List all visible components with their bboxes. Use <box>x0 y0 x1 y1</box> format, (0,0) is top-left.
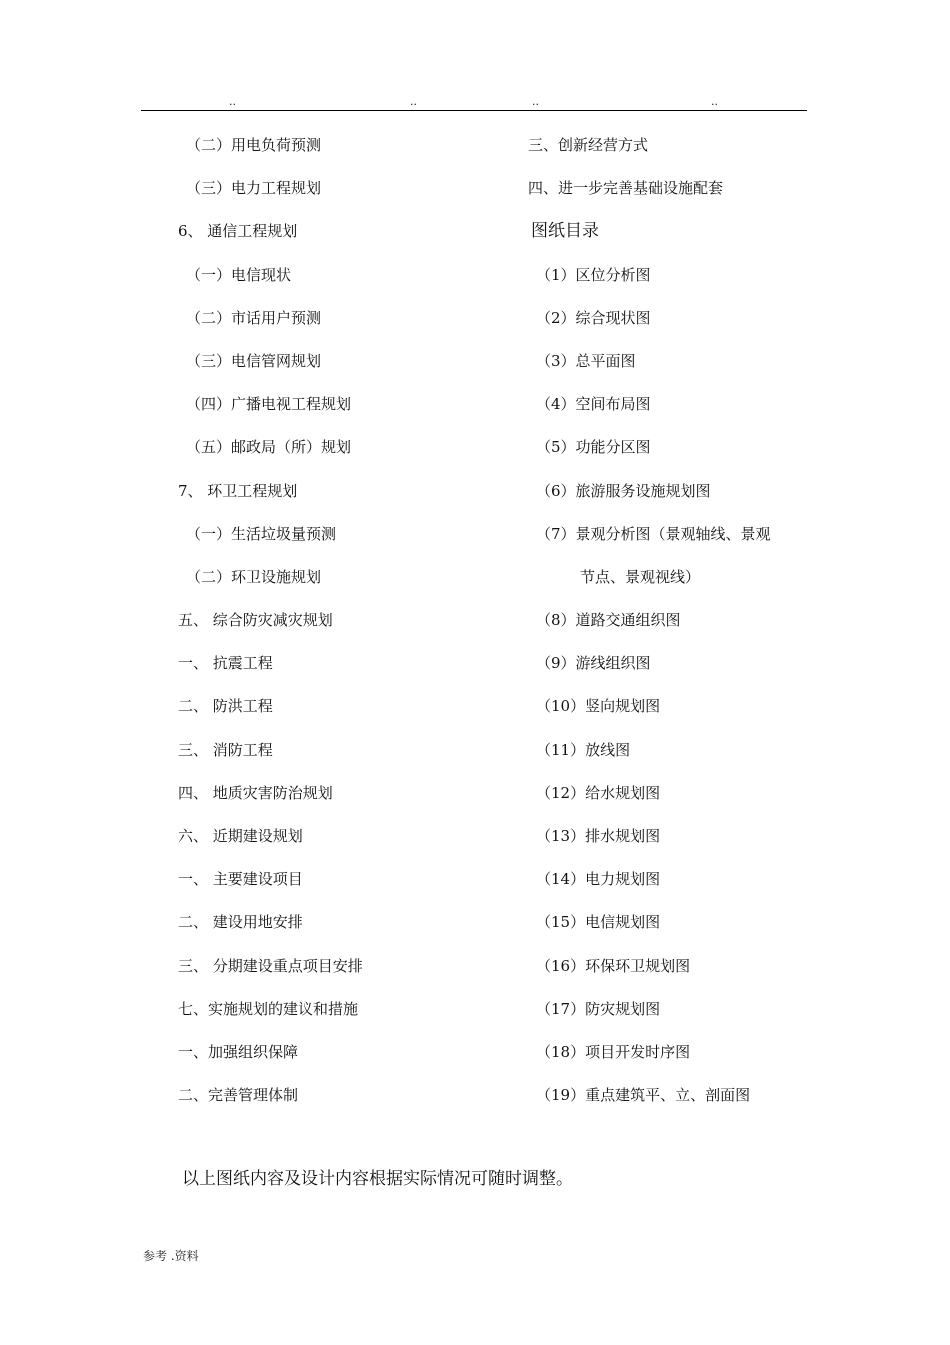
toc-entry: （三）电力工程规划 <box>186 179 322 198</box>
toc-entry: （8）道路交通组织图 <box>536 611 681 630</box>
toc-entry: 五、 综合防灾减灾规划 <box>178 611 333 630</box>
running-header <box>0 96 950 108</box>
toc-entry: 四、 地质灾害防治规划 <box>178 783 333 802</box>
toc-entry: 一、 主要建设项目 <box>178 870 303 889</box>
toc-entry: （2）综合现状图 <box>536 308 651 327</box>
toc-entry: 二、完善管理体制 <box>178 1086 299 1105</box>
toc-left-column <box>178 124 508 1117</box>
toc-entry: （7）景观分析图（景观轴线、景观 <box>536 524 771 543</box>
toc-heading: 图纸目录 <box>531 221 599 242</box>
header-mark: .. <box>711 95 718 108</box>
toc-entry: （12）给水规划图 <box>536 783 661 802</box>
toc-entry: 7、 环卫工程规划 <box>178 481 298 500</box>
toc-entry: （一）电信现状 <box>186 265 292 284</box>
toc-entry: （4）空间布局图 <box>536 395 651 414</box>
toc-entry: 二、 建设用地安排 <box>178 913 303 932</box>
toc-entry: （16）环保环卫规划图 <box>536 956 691 975</box>
toc-entry: （19）重点建筑平、立、剖面图 <box>536 1086 751 1105</box>
adjustment-note: 以上图纸内容及设计内容根据实际情况可随时调整。 <box>182 1169 573 1189</box>
toc-entry: 一、 抗震工程 <box>178 654 273 673</box>
toc-entry: （18）项目开发时序图 <box>536 1042 691 1061</box>
header-mark: .. <box>410 95 417 108</box>
toc-entry: （三）电信管网规划 <box>186 351 322 370</box>
toc-entry: （14）电力规划图 <box>536 870 661 889</box>
toc-entry: （3）总平面图 <box>536 351 636 370</box>
toc-entry: 七、实施规划的建议和措施 <box>178 999 359 1018</box>
header-rule <box>141 110 807 111</box>
toc-entry: 六、 近期建设规划 <box>178 827 303 845</box>
page-footer: 参考 .资料 <box>143 1249 199 1263</box>
toc-entry: （二）用电负荷预测 <box>186 136 322 154</box>
toc-entry: （13）排水规划图 <box>536 827 661 845</box>
toc-entry: （10）竖向规划图 <box>536 697 661 716</box>
toc-entry: （15）电信规划图 <box>536 913 661 932</box>
toc-entry: （二）环卫设施规划 <box>186 567 322 586</box>
toc-entry: 6、 通信工程规划 <box>178 222 298 241</box>
toc-entry: 二、 防洪工程 <box>178 697 273 716</box>
toc-right-column <box>528 124 818 1117</box>
toc-entry: （二）市话用户预测 <box>186 308 322 327</box>
toc-entry: 三、 分期建设重点项目安排 <box>178 956 363 975</box>
toc-entry: （17）防灾规划图 <box>536 999 661 1018</box>
toc-entry: 一、加强组织保障 <box>178 1042 299 1061</box>
toc-entry: （1）区位分析图 <box>536 265 651 284</box>
toc-entry: 三、创新经营方式 <box>528 136 649 154</box>
header-mark: .. <box>532 95 539 108</box>
toc-entry: （五）邮政局（所）规划 <box>186 438 352 457</box>
toc-entry: （一）生活垃圾量预测 <box>186 524 337 543</box>
toc-entry: 四、进一步完善基础设施配套 <box>528 179 724 198</box>
toc-entry: 节点、景观视线） <box>580 567 701 586</box>
toc-entry: （11）放线图 <box>536 740 631 759</box>
toc-entry: （9）游线组织图 <box>536 654 651 673</box>
toc-entry: （四）广播电视工程规划 <box>186 395 352 414</box>
toc-entry: 三、 消防工程 <box>178 740 273 759</box>
toc-entry: （6）旅游服务设施规划图 <box>536 481 711 500</box>
toc-entry: （5）功能分区图 <box>536 438 651 457</box>
header-mark: .. <box>229 95 236 108</box>
